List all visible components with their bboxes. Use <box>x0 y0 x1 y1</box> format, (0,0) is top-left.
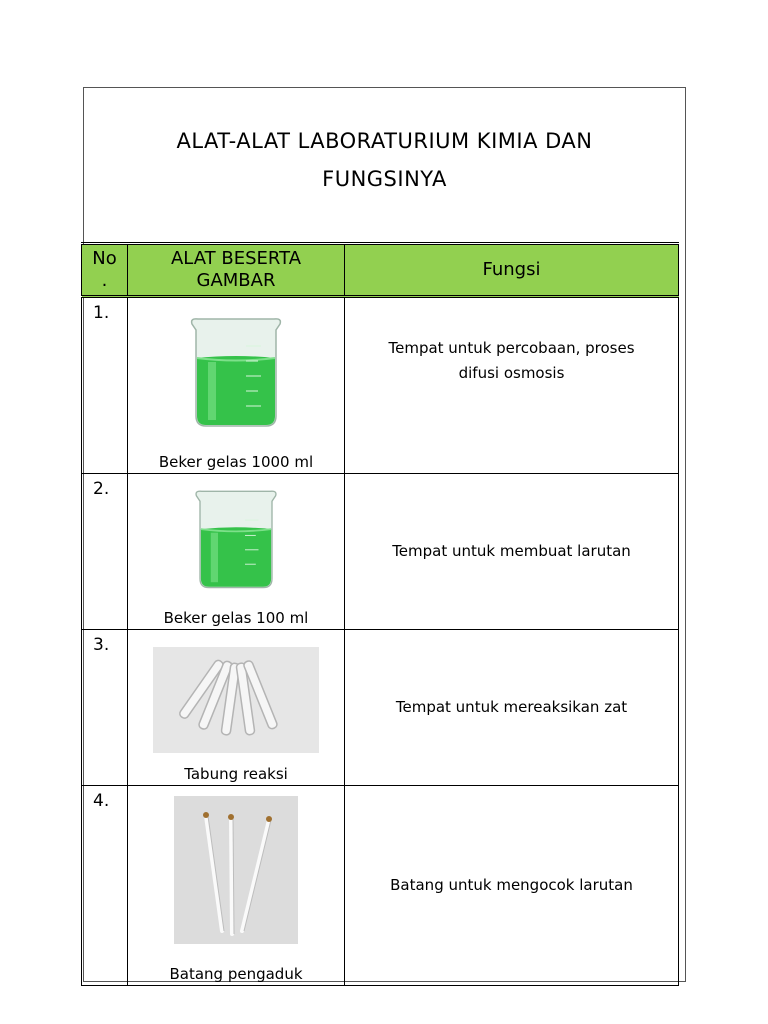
function-cell <box>345 786 679 986</box>
beaker-icon <box>186 316 286 428</box>
title-line-2: FUNGSINYA <box>322 167 447 191</box>
table-row <box>82 786 679 986</box>
table-header-row <box>82 244 679 297</box>
function-text: Tempat untuk percobaan, proses difusi osmosis <box>388 338 635 382</box>
tool-caption: Batang pengaduk <box>169 965 303 983</box>
stirring-rods-icon <box>174 796 298 944</box>
table-row <box>82 297 679 474</box>
header-tool <box>128 244 345 297</box>
document-title <box>83 122 686 198</box>
tool-cell <box>128 786 345 986</box>
tool-caption: Tabung reaksi <box>184 765 288 783</box>
header-function-label: Fungsi <box>482 259 541 280</box>
row-number: 1. <box>82 297 128 474</box>
header-no <box>82 244 128 297</box>
row-number: 2. <box>82 474 128 630</box>
table-row <box>82 630 679 786</box>
beaker-icon <box>191 482 281 596</box>
tool-cell <box>128 630 345 786</box>
row-number: 3. <box>82 630 128 786</box>
function-text: Batang untuk mengocok larutan <box>390 876 633 894</box>
function-cell <box>345 297 679 474</box>
row-number: 4. <box>82 786 128 986</box>
test-tubes-icon <box>153 647 319 753</box>
header-no-label: No . <box>92 248 117 291</box>
function-cell <box>345 474 679 630</box>
tools-table <box>81 242 679 986</box>
header-tool-label: ALAT BESERTA GAMBAR <box>170 248 302 291</box>
header-function <box>345 244 679 297</box>
table-row <box>82 474 679 630</box>
title-line-1: ALAT-ALAT LABORATURIUM KIMIA DAN <box>176 129 593 153</box>
tool-cell <box>128 474 345 630</box>
tool-cell <box>128 297 345 474</box>
tool-caption: Beker gelas 100 ml <box>163 609 309 627</box>
tool-caption: Beker gelas 1000 ml <box>158 453 314 471</box>
function-text: Tempat untuk mereaksikan zat <box>395 698 628 716</box>
function-text: Tempat untuk membuat larutan <box>392 542 631 560</box>
function-cell <box>345 630 679 786</box>
